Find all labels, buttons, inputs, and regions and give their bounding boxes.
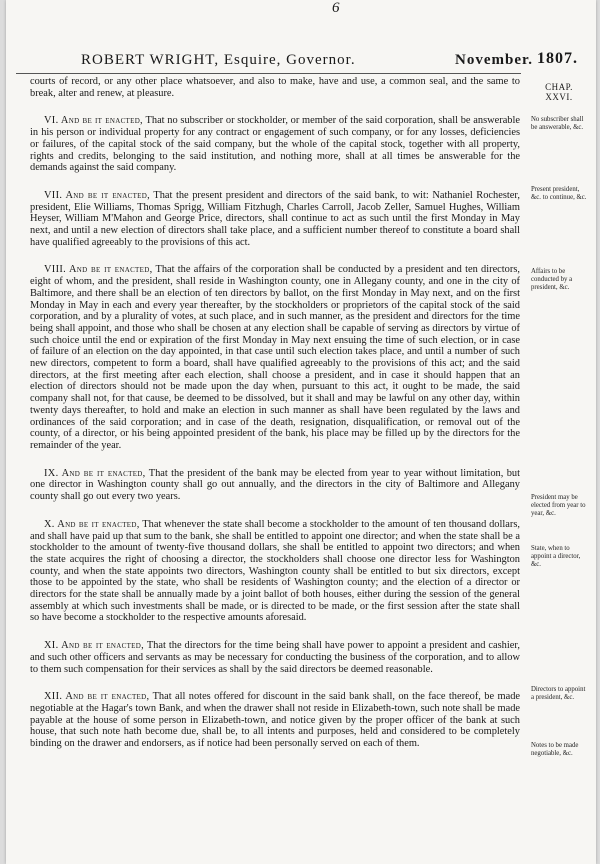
margin-note: Present president, &c. to continue, &c.: [531, 186, 587, 201]
margin-note: President may be elected from year to year, &c.: [531, 494, 586, 517]
document-body: [30, 76, 520, 766]
running-header: [81, 52, 581, 72]
paragraph: [30, 640, 520, 675]
document-page: [6, 0, 596, 864]
paragraph-text: courts of record, or any other place whatsoever, and also to make, have and use, a common seal, and the same to break, alter and renew, at pleasure.: [30, 76, 520, 99]
header-rule: [16, 73, 521, 74]
enactment-clause: VII. And be it enacted,: [44, 189, 150, 201]
enactment-clause: XI. And be it enacted,: [44, 640, 145, 652]
chapter-marker: [539, 82, 579, 102]
header-year: 1807.: [537, 50, 578, 67]
enactment-clause: X. And be it enacted,: [44, 518, 140, 530]
paragraph: [30, 519, 520, 624]
page-folio: 6: [332, 0, 340, 16]
paragraph: [30, 691, 520, 750]
paragraph-text: That all notes offered for discount in the said bank shall, on the face thereof, be made negotiable at the Hagar's town Bank, and when the drawer shall not reside in Elizabeth-town, such note shall be made payable at the house of some person in Elizabeth-town, and notice given by the proper officer of the bank at such house, that such note hath become due, shall be, to all intents and purposes, held and considered to be completely binding on the drawer and endorsers, as if notice had been personally served on each of them.: [30, 691, 521, 750]
margin-note: No subscriber shall be answerable, &c.: [531, 116, 584, 131]
paragraph-text: That the directors for the time being shall have power to appoint a president and cashier, and such other officers and servants as may be necessary for conducting the business of the corporation, and to allow to them such compensation for their services as shall by the said directors be deemed reasonable.: [30, 640, 520, 675]
header-month: November.: [455, 52, 534, 68]
margin-note: Directors to appoint a president, &c.: [531, 686, 586, 701]
paragraph: [30, 76, 520, 99]
margin-note: Notes to be made negotiable, &c.: [531, 742, 579, 757]
paragraph-text: That no subscriber or stockholder, or member of the said corporation, shall be answerable in his person or individual property for any contract or engagement of such company, or for any losses, deficiencies or failures, of the capital stock of the said company, but the whole of the capital stock, together with all property, rights and credits, belonging to the said institution, and nothing more, shall at all times be answerable for the demands against the said company.: [30, 115, 520, 174]
paragraph: [30, 468, 520, 503]
header-name: ROBERT WRIGHT, Esquire, Governor.: [81, 52, 356, 68]
enactment-clause: IX. And be it enacted,: [44, 467, 146, 479]
paragraph-text: That whenever the state shall become a stockholder to the amount of ten thousand dollars, and shall have paid up that sum to the bank, she shall be entitled to appoint one director; and when the state shall be a stockholder to the amount of twenty-five thousand dollars, she shall be entitled to appoint two directors; and when the state acquires the right of choosing a director, the stockholders shall choose one director less for Washington county, and when the state appoints two directors, Washington county shall be entitled to but six directors, except those to be appointed by the state, who shall be residents of Washington county; and the election of a director or directors for the state shall be annually made by a joint ballot of both houses, either during the session of the general assembly at which such investments shall be made, or is directed to be made, or the first session after the state shall so have become a stockholder to the respective amounts aforesaid.: [30, 518, 520, 624]
paragraph-text: That the present president and directors of the said bank, to wit: Nathaniel Rochester, president, Elie Williams, Thomas Sprigg, William Fitzhugh, Charles Carroll, Jacob Zeller, Samuel Hughes, William Heyser, William M'Mahon and George Price, directors, shall continue to act as such until the first Monday in May next, and until a new election of directors shall take place, and a sufficient number thereof to constitute a board shall have qualified agreeably to the provisions of this act.: [30, 189, 520, 248]
chapter-label: CHAP.: [545, 82, 573, 92]
paragraph-text: That the president of the bank may be elected from year to year without limitation, but one director in Washington county shall go out annually, and the directors in the city of Baltimore and Allegany county shall go out every two years.: [30, 467, 520, 503]
paragraph-text: That the affairs of the corporation shall be conducted by a president and ten directors, eight of whom, and the president, shall reside in Washington county, one in Allegany county, and one in the city of Baltimore, and there shall be an election of ten directors by ballot, on the first Monday in May next, and on the first Monday in May in each and every year thereafter, by the stockholders or proprietors of the capital stock of the said corporation, and by a plurality of votes, at such place, and in such manner, as the president and directors for the time being shall appoint, and those who shall be chosen at any election shall be capable of serving as directors by virtue of such choice until the end or expiration of the first Monday in May next ensuing the time of such election, or in case of failure of an election on the day appointed, in that case until such election takes place, and until a number of such new directors, competent to form a board, shall have qualified agreeably to the provisions of this act; and the said directors, at the first meeting after each election, shall choose a president, and in case it should happen that an election of directors should not be made upon the day when, pursuant to this act, it ought to be made, the said company shall not, for that cause, be deemed to be dissolved, but it shall and may be lawful on any other day, within twenty days thereafter, to hold and make an election in such manner as shall have been regulated by the laws and ordinances of the said corporation; and in case of the death, resignation, disqualification, or removal out of the county, of a director, or his being appointed president of the bank, his place may be filled up by the directors for the remainder of the year.: [30, 264, 520, 451]
paragraph: [30, 115, 520, 174]
margin-note: State, when to appoint a director, &c.: [531, 545, 581, 568]
enactment-clause: XII. And be it enacted,: [44, 691, 150, 703]
margin-note: Affairs to be conducted by a president, &c.: [531, 268, 573, 291]
paragraph: [30, 264, 520, 451]
enactment-clause: VI. And be it enacted,: [44, 115, 143, 127]
paragraph: [30, 190, 520, 249]
chapter-number: XXVI.: [545, 92, 573, 102]
enactment-clause: VIII. And be it enacted,: [44, 264, 153, 276]
